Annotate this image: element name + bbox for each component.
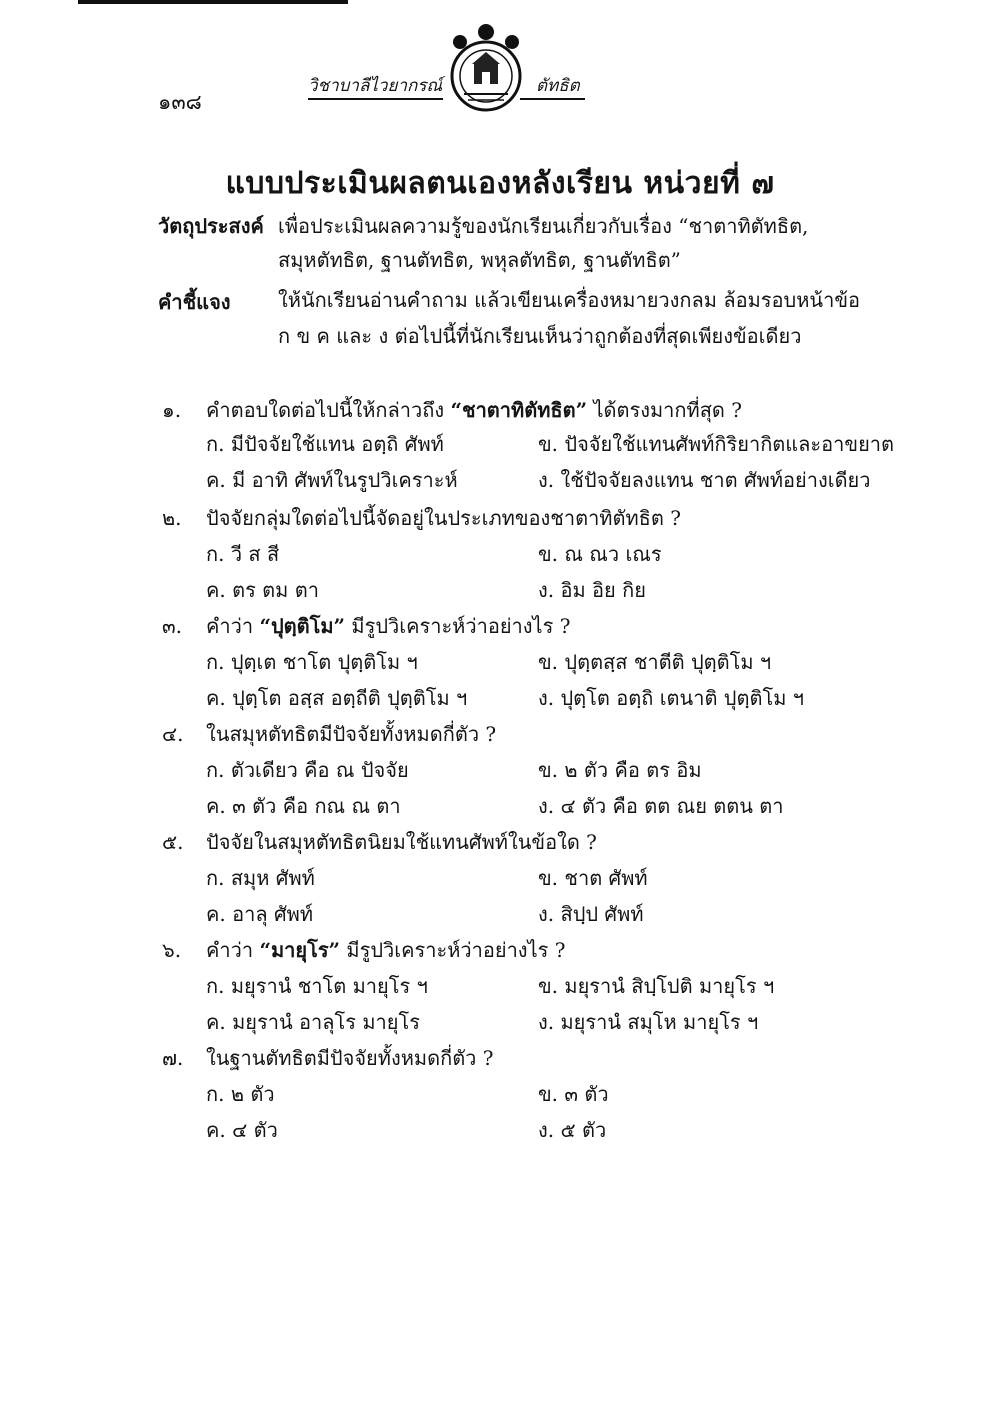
option-b: ข. ปุตฺตสฺส ชาตีติ ปุตฺติโม ฯ	[538, 650, 772, 674]
option-d: ง. ๔ ตัว คือ ตต ณย ตตน ตา	[538, 794, 784, 818]
option-a: ก. มยุรานํ ชาโต มายุโร ฯ	[206, 974, 428, 998]
question-text: ในฐานตัทธิตมีปัจจัยทั้งหมดกี่ตัว ?	[206, 1046, 494, 1070]
instruction-label: คำชี้แจง	[158, 290, 231, 314]
option-a: ก. ตัวเดียว คือ ณ ปัจจัย	[206, 758, 409, 782]
option-c: ค. ปุตฺโต อสฺส อตฺถีติ ปุตฺติโม ฯ	[206, 686, 468, 710]
page-number: ๑๓๘	[158, 90, 202, 114]
objective-line-2: สมุหตัทธิต, ฐานตัทธิต, พหุลตัทธิต, ฐานตัทธิต”	[278, 248, 681, 272]
top-border-line	[78, 0, 348, 4]
option-c: ค. ตร ตม ตา	[206, 578, 319, 602]
objective-line-1: เพื่อประเมินผลความรู้ของนักเรียนเกี่ยวกับเรื่อง “ชาตาทิตัทธิต,	[278, 214, 809, 238]
option-c: ค. อาลุ ศัพท์	[206, 902, 314, 926]
option-d: ง. อิม อิย กิย	[538, 578, 646, 602]
option-b: ข. ๒ ตัว คือ ตร อิม	[538, 758, 702, 782]
option-d: ง. ปุตฺโต อตฺถิ เตนาติ ปุตฺติโม ฯ	[538, 686, 804, 710]
option-a: ก. วี ส สี	[206, 542, 280, 566]
option-c: ค. ๔ ตัว	[206, 1118, 278, 1142]
option-c: ค. ๓ ตัว คือ กณ ณ ตา	[206, 794, 401, 818]
question-text: คำว่า “ปุตฺติโม” มีรูปวิเคราะห์ว่าอย่างไร ?	[206, 614, 571, 638]
question-number: ๒.	[162, 506, 182, 530]
question-number: ๖.	[162, 938, 182, 962]
option-c: ค. มยุรานํ อาลุโร มายุโร	[206, 1010, 420, 1034]
option-a: ก. สมุห ศัพท์	[206, 866, 315, 890]
question-text: ปัจจัยกลุ่มใดต่อไปนี้จัดอยู่ในประเภทของชาตาทิตัทธิต ?	[206, 506, 681, 530]
header-topic: ตัทธิต	[536, 76, 580, 96]
option-d: ง. ใช้ปัจจัยลงแทน ชาต ศัพท์อย่างเดียว	[538, 468, 871, 492]
page-title: แบบประเมินผลตนเองหลังเรียน หน่วยที่ ๗	[225, 166, 775, 201]
question-text: ในสมุหตัทธิตมีปัจจัยทั้งหมดกี่ตัว ?	[206, 722, 497, 746]
school-emblem-icon	[438, 20, 534, 120]
objective-label: วัตถุประสงค์	[158, 214, 264, 238]
header-underline-topic	[520, 98, 585, 100]
option-c: ค. มี อาทิ ศัพท์ในรูปวิเคราะห์	[206, 468, 458, 492]
instruction-line-2: ก ข ค และ ง ต่อไปนี้ที่นักเรียนเห็นว่าถูกต้องที่สุดเพียงข้อเดียว	[278, 324, 802, 348]
option-d: ง. มยุรานํ สมุโห มายุโร ฯ	[538, 1010, 759, 1034]
option-b: ข. มยุรานํ สิปฺโปติ มายุโร ฯ	[538, 974, 775, 998]
question-number: ๔.	[162, 722, 184, 746]
option-a: ก. ๒ ตัว	[206, 1082, 275, 1106]
question-number: ๗.	[162, 1046, 184, 1070]
option-b: ข. ชาต ศัพท์	[538, 866, 648, 890]
question-number: ๑.	[162, 398, 182, 422]
question-number: ๓.	[162, 614, 183, 638]
header-underline	[308, 98, 443, 100]
option-b: ข. ณ ณว เณร	[538, 542, 662, 566]
question-text: คำตอบใดต่อไปนี้ให้กล่าวถึง “ชาตาทิตัทธิต” ได้ตรงมากที่สุด ?	[206, 398, 742, 422]
option-b: ข. ปัจจัยใช้แทนศัพท์กิริยากิตและอาขยาต	[538, 432, 895, 456]
option-a: ก. มีปัจจัยใช้แทน อตฺถิ ศัพท์	[206, 432, 444, 456]
option-b: ข. ๓ ตัว	[538, 1082, 609, 1106]
option-d: ง. ๕ ตัว	[538, 1118, 607, 1142]
header-subject: วิชาบาลีไวยากรณ์	[308, 76, 443, 96]
question-text: ปัจจัยในสมุหตัทธิตนิยมใช้แทนศัพท์ในข้อใด ?	[206, 830, 597, 854]
option-d: ง. สิปฺป ศัพท์	[538, 902, 644, 926]
question-number: ๕.	[162, 830, 184, 854]
instruction-line-1: ให้นักเรียนอ่านคำถาม แล้วเขียนเครื่องหมายวงกลม ล้อมรอบหน้าข้อ	[278, 288, 861, 312]
option-a: ก. ปุตฺเต ชาโต ปุตฺติโม ฯ	[206, 650, 418, 674]
question-text: คำว่า “มายุโร” มีรูปวิเคราะห์ว่าอย่างไร ?	[206, 938, 566, 962]
